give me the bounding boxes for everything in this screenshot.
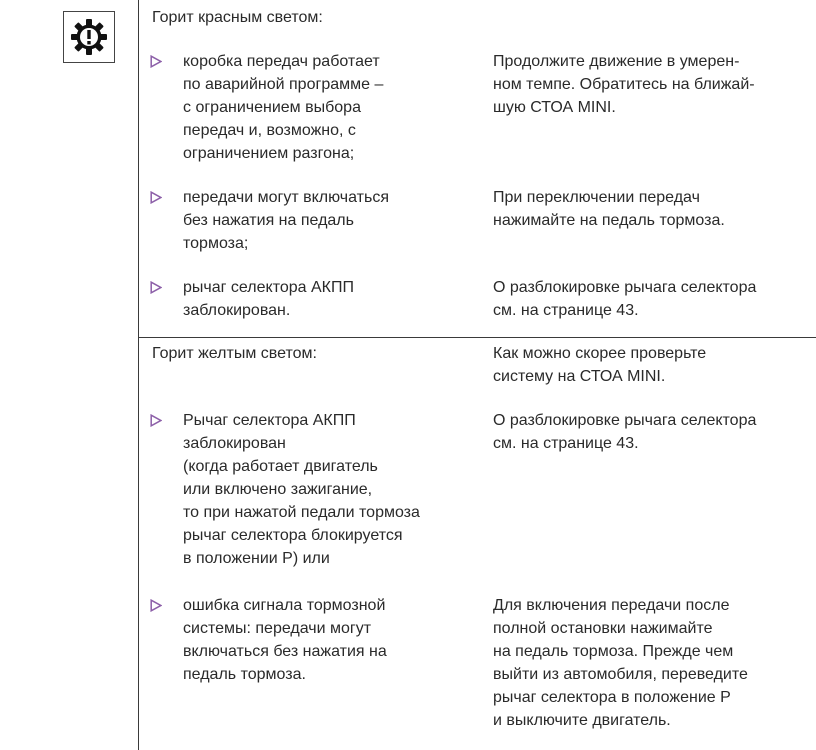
yellow-action-2: Для включения передачи после полной остановки нажимайте на педаль тормоза. Прежде чем выйти из автомобиля, переведите рычаг селектора в положение P и выключите двигатель. (493, 597, 748, 729)
yellow-action-1: О разблокировке рычага селектора см. на странице 43. (493, 412, 757, 452)
red-condition-3: рычаг селектора АКПП заблокирован. (183, 279, 354, 319)
yellow-condition-2: ошибка сигнала тормозной системы: передачи могут включаться без нажатия на педаль тормоза. (183, 597, 387, 683)
bullet-icon (150, 186, 166, 209)
yellow-section-heading: Горит желтым светом: (152, 345, 317, 362)
bullet-icon (150, 409, 166, 432)
red-condition-2: передачи могут включаться без нажатия на педаль тормоза; (183, 189, 389, 252)
bullet-icon (150, 594, 166, 617)
bullet-icon (150, 276, 166, 299)
red-action-3: О разблокировке рычага селектора см. на странице 43. (493, 279, 757, 319)
transmission-warning-indicator (63, 11, 115, 63)
bullet-icon (150, 50, 166, 73)
red-section-heading: Горит красным светом: (152, 9, 323, 26)
column-divider (138, 0, 139, 750)
yellow-heading-action: Как можно скорее проверьте систему на СТОА MINI. (493, 345, 707, 385)
red-action-2: При переключении передач нажимайте на педаль тормоза. (493, 189, 725, 229)
yellow-condition-1: Рычаг селектора АКПП заблокирован (когда работает двигатель или включено зажигание, то при нажатой педали тормоза рычаг селектора блокируется в положении P) или (183, 412, 420, 567)
red-action-1: Продолжите движение в умерен- ном темпе. Обратитесь на ближай- шую СТОА MINI. (493, 53, 755, 116)
red-condition-1: коробка передач работает по аварийной программе – с ограничением выбора передач и, возможно, с ограничением разгона; (183, 53, 384, 162)
section-divider (138, 337, 816, 338)
gear-exclamation-icon (69, 17, 109, 57)
